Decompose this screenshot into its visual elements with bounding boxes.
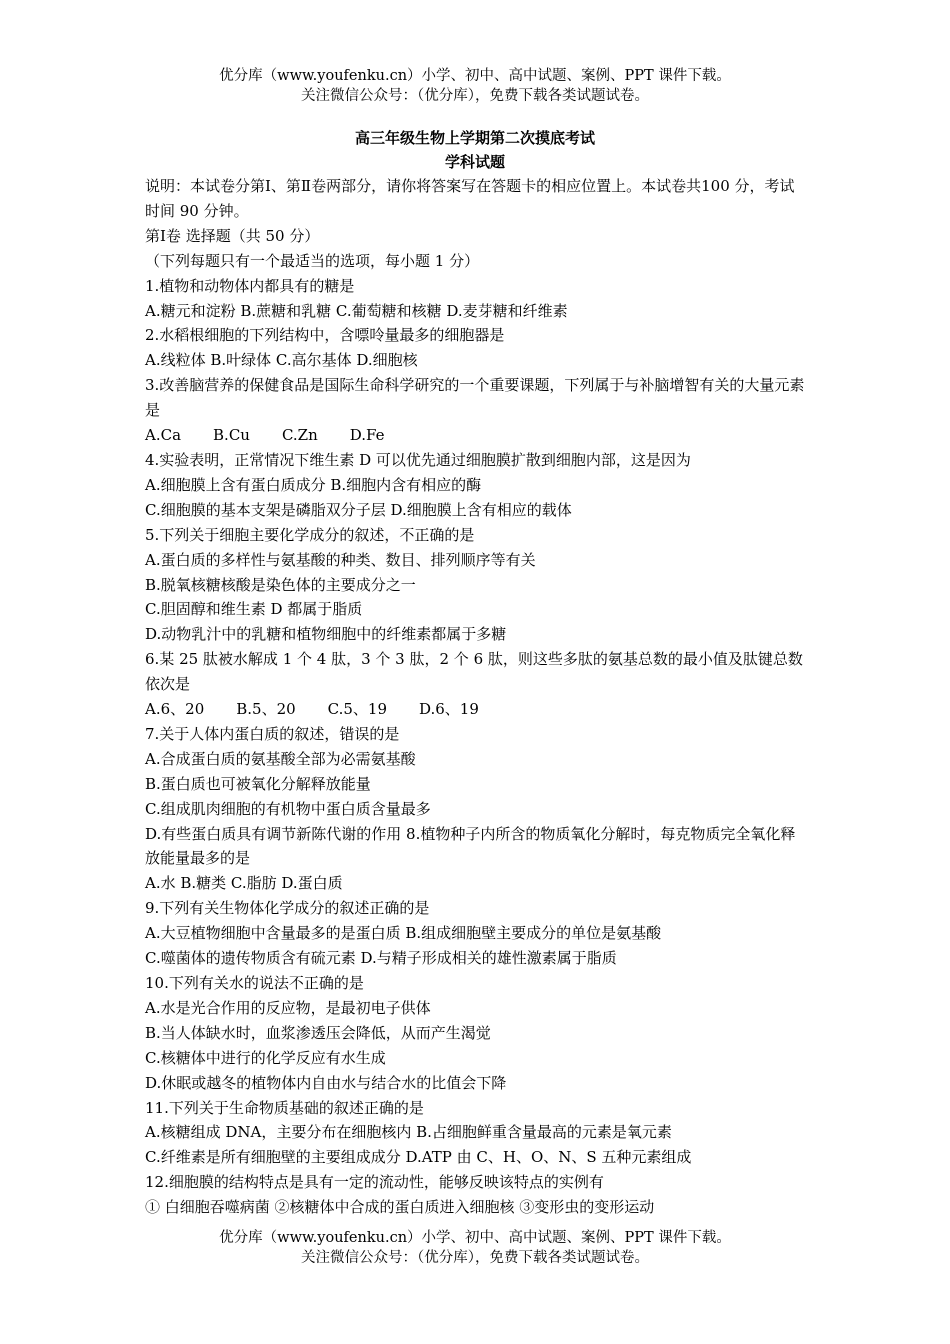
text-line: 说明：本试卷分第Ⅰ、第Ⅱ卷两部分，请你将答案写在答题卡的相应位置上。本试卷共100 分，考试时间 90 分钟。: [145, 177, 795, 220]
header-line-1: 优分库（www.youfenku.cn）小学、初中、高中试题、案例、PPT 课件下载。: [219, 68, 731, 84]
text-line: C.组成肌肉细胞的有机物中蛋白质含量最多: [145, 799, 431, 818]
text-line: D.动物乳汁中的乳糖和植物细胞中的纤维素都属于多糖: [145, 625, 507, 644]
option: C.5、19: [327, 700, 387, 719]
text-line: C.噬菌体的遗传物质含有硫元素 D.与精子形成相关的雄性激素属于脂质: [145, 949, 617, 968]
option: B.5、20: [236, 700, 296, 719]
option: B.Cu: [213, 426, 250, 445]
q6-options: [145, 697, 807, 722]
page-header: [0, 66, 950, 106]
page-footer: [0, 1228, 950, 1268]
text-line: （下列每题只有一个最适当的选项，每小题 1 分）: [145, 251, 480, 270]
text-line: C.细胞膜的基本支架是磷脂双分子层 D.细胞膜上含有相应的载体: [145, 500, 572, 519]
text-line: A.大豆植物细胞中含量最多的是蛋白质 B.组成细胞壁主要成分的单位是氨基酸: [145, 924, 662, 943]
text-line: A.水 B.糖类 C.脂肪 D.蛋白质: [145, 874, 343, 893]
text-line: D.有些蛋白质具有调节新陈代谢的作用 8.植物种子内所含的物质氧化分解时，每克物质完全氧化释放能量最多的是: [145, 824, 796, 868]
text-line: 1.植物和动物体内都具有的糖是: [145, 276, 355, 295]
option: A.6、20: [145, 700, 205, 719]
text-line: 10.下列有关水的说法不正确的是: [145, 974, 364, 992]
option: A.Ca: [145, 426, 182, 445]
text-line: A.糖元和淀粉 B.蔗糖和乳糖 C.葡萄糖和核糖 D.麦芽糖和纤维素: [145, 301, 568, 320]
text-line: D.休眠或越冬的植物体内自由水与结合水的比值会下降: [145, 1073, 507, 1092]
text-line: 6.某 25 肽被水解成 1 个 4 肽，3 个 3 肽，2 个 6 肽，则这些多肽的氨基总数的最小值及肽键总数依次是: [145, 650, 803, 694]
text-line: A.合成蛋白质的氨基酸全部为必需氨基酸: [145, 749, 416, 768]
q3-options: [145, 423, 807, 448]
text-line: ① 白细胞吞噬病菌 ②核糖体中合成的蛋白质进入细胞核 ③变形虫的变形运动: [145, 1198, 655, 1217]
text-line: A.蛋白质的多样性与氨基酸的种类、数目、排列顺序等有关: [145, 550, 536, 569]
text-line: B.当人体缺水时，血浆渗透压会降低，从而产生渴觉: [145, 1023, 491, 1042]
text-line: 3.改善脑营养的保健食品是国际生命科学研究的一个重要课题，下列属于与补脑增智有关的大量元素是: [145, 376, 805, 420]
text-line: 2.水稻根细胞的下列结构中，含嘌呤量最多的细胞器是: [145, 326, 505, 345]
footer-line-1: 优分库（www.youfenku.cn）小学、初中、高中试题、案例、PPT 课件下载。: [219, 1230, 731, 1246]
exam-body: [145, 174, 807, 1220]
exam-subtitle: 学科试题: [444, 153, 505, 171]
text-line: 5.下列关于细胞主要化学成分的叙述，不正确的是: [145, 525, 475, 544]
text-line: B.脱氧核糖核酸是染色体的主要成分之一: [145, 575, 416, 594]
text-line: B.蛋白质也可被氧化分解释放能量: [145, 774, 371, 793]
option: C.Zn: [281, 426, 318, 445]
exam-title: 高三年级生物上学期第二次摸底考试: [354, 129, 595, 147]
text-line: 第Ⅰ卷 选择题（共 50 分）: [145, 226, 320, 245]
text-line: 12.细胞膜的结构特点是具有一定的流动性，能够反映该特点的实例有: [145, 1173, 604, 1192]
text-line: 9.下列有关生物体化学成分的叙述正确的是: [145, 899, 430, 918]
text-line: 11.下列关于生命物质基础的叙述正确的是: [145, 1098, 424, 1117]
option: D.6、19: [419, 700, 479, 719]
text-line: 4.实验表明，正常情况下维生素 D 可以优先通过细胞膜扩散到细胞内部，这是因为: [145, 450, 691, 469]
text-line: A.细胞膜上含有蛋白质成分 B.细胞内含有相应的酶: [145, 475, 482, 494]
text-line: C.纤维素是所有细胞壁的主要组成成分 D.ATP 由 C、H、O、N、S 五种元素组成: [145, 1148, 692, 1167]
text-line: A.核糖组成 DNA，主要分布在细胞核内 B.占细胞鲜重含量最高的元素是氧元素: [145, 1123, 672, 1142]
text-line: A.线粒体 B.叶绿体 C.高尔基体 D.细胞核: [145, 351, 418, 370]
footer-line-2: 关注微信公众号：（优分库），免费下载各类试题试卷。: [301, 1250, 649, 1266]
text-line: C.胆固醇和维生素 D 都属于脂质: [145, 600, 363, 619]
header-line-2: 关注微信公众号：（优分库），免费下载各类试题试卷。: [301, 88, 649, 104]
text-line: C.核糖体中进行的化学反应有水生成: [145, 1048, 386, 1067]
text-line: A.水是光合作用的反应物，是最初电子供体: [145, 998, 431, 1017]
option: D.Fe: [349, 426, 385, 445]
text-line: 7.关于人体内蛋白质的叙述，错误的是: [145, 724, 400, 743]
